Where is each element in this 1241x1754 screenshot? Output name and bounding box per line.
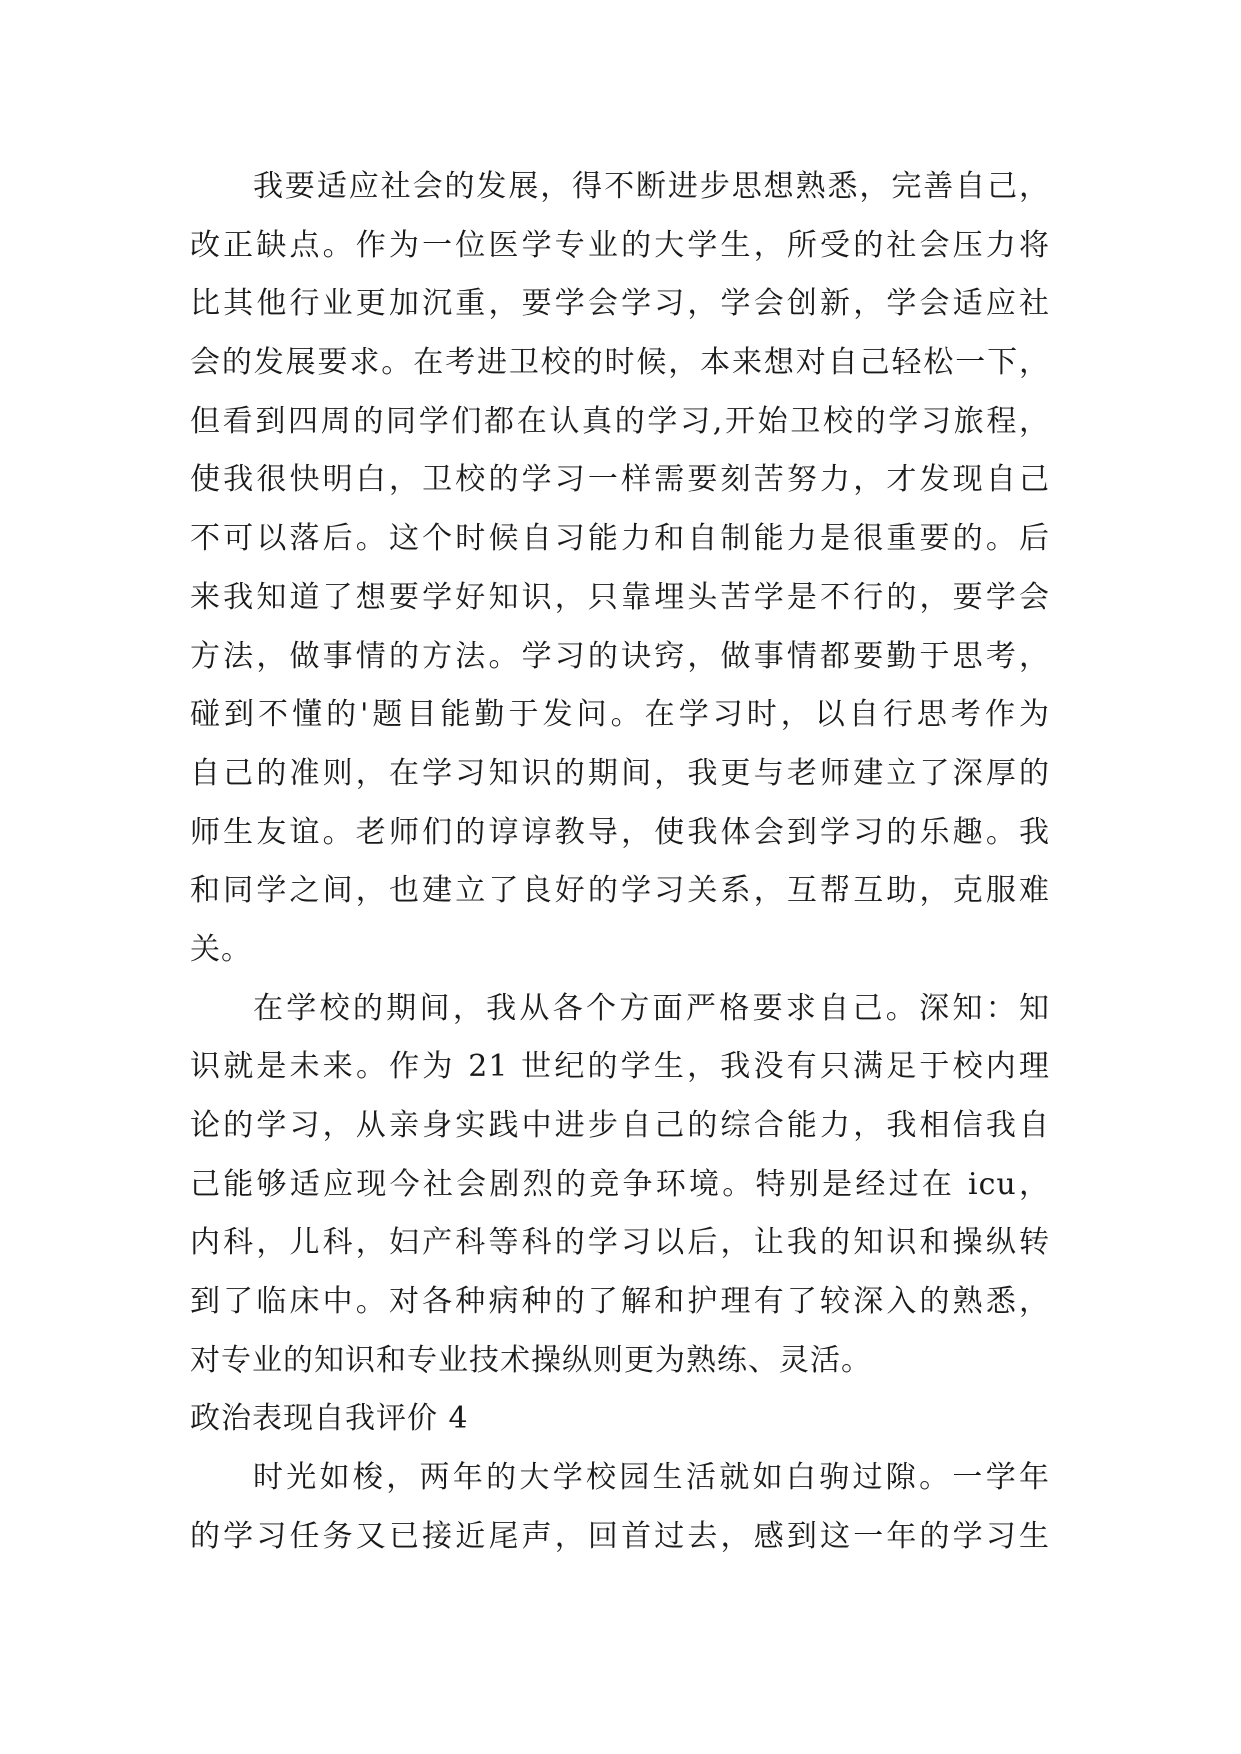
paragraph-1-line: 使我很快明白，卫校的学习一样需要刻苦努力，才发现自己 <box>190 462 1050 498</box>
paragraph-1-line: 方法，做事情的方法。学习的诀窍，做事情都要勤于思考， <box>190 638 1050 674</box>
paragraph-2-line: 对专业的知识和专业技术操纵则更为熟练、灵活。 <box>190 1342 872 1378</box>
paragraph-3 <box>190 1449 1050 1566</box>
paragraph-1-line: 师生友谊。老师们的谆谆教导，使我体会到学习的乐趣。我 <box>190 814 1050 850</box>
paragraph-1-line: 关。 <box>190 931 252 967</box>
paragraph-2-line: 识就是未来。作为 21 世纪的学生，我没有只满足于校内理 <box>190 1049 1050 1085</box>
paragraph-2 <box>190 980 1050 1391</box>
paragraph-1-line: 改正缺点。作为一位医学专业的大学生，所受的社会压力将 <box>190 227 1050 263</box>
paragraph-1 <box>190 158 1050 980</box>
paragraph-2-line: 内科，儿科，妇产科等科的学习以后，让我的知识和操纵转 <box>190 1225 1050 1261</box>
section-heading: 政治表现自我评价 4 <box>190 1401 469 1437</box>
paragraph-1-line: 自己的准则，在学习知识的期间，我更与老师建立了深厚的 <box>190 755 1050 791</box>
paragraph-1-line: 会的发展要求。在考进卫校的时候，本来想对自己轻松一下， <box>190 345 1050 381</box>
document-page <box>190 158 1050 1567</box>
paragraph-1-line: 和同学之间，也建立了良好的学习关系，互帮互助，克服难 <box>190 873 1050 909</box>
paragraph-2-line: 在学校的期间，我从各个方面严格要求自己。深知：知 <box>253 990 1050 1026</box>
paragraph-2-line: 到了临床中。对各种病种的了解和护理有了较深入的熟悉， <box>190 1284 1050 1320</box>
paragraph-1-line: 但看到四周的同学们都在认真的学习,开始卫校的学习旅程， <box>190 403 1050 439</box>
paragraph-2-line: 己能够适应现今社会剧烈的竞争环境。特别是经过在 icu， <box>190 1166 1050 1202</box>
paragraph-1-line: 比其他行业更加沉重，要学会学习，学会创新，学会适应社 <box>190 286 1050 322</box>
paragraph-1-line: 我要适应社会的发展，得不断进步思想熟悉，完善自己， <box>253 169 1050 204</box>
paragraph-1-line: 碰到不懂的'题目能勤于发问。在学习时，以自行思考作为 <box>190 697 1050 733</box>
paragraph-1-line: 不可以落后。这个时候自习能力和自制能力是很重要的。后 <box>190 521 1050 557</box>
paragraph-3-line: 时光如梭，两年的大学校园生活就如白驹过隙。一学年 <box>253 1460 1050 1496</box>
paragraph-2-line: 论的学习，从亲身实践中进步自己的综合能力，我相信我自 <box>190 1108 1050 1143</box>
paragraph-3-line: 的学习任务又已接近尾声，回首过去，感到这一年的学习生 <box>190 1518 1050 1554</box>
paragraph-1-line: 来我知道了想要学好知识，只靠埋头苦学是不行的，要学会 <box>190 579 1050 615</box>
